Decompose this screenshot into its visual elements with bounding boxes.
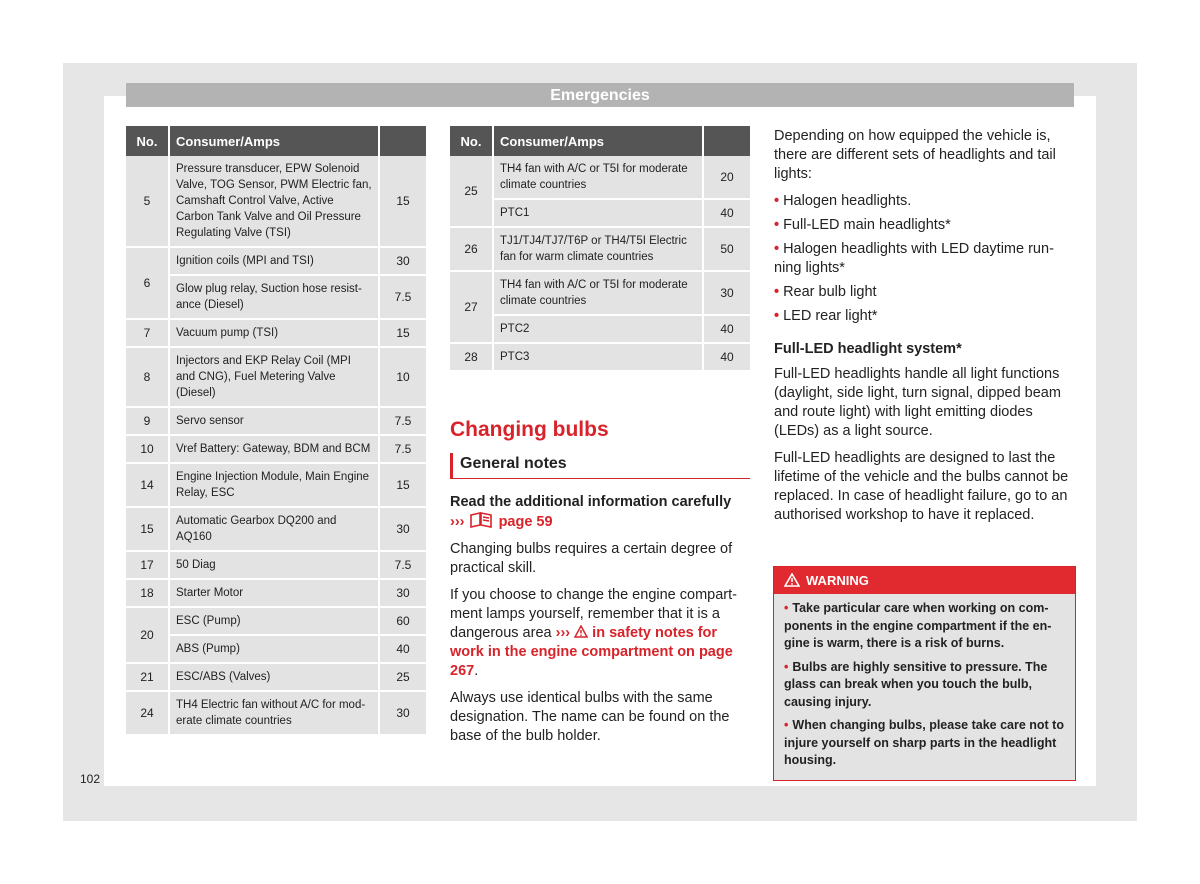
- fuse-number: 14: [126, 464, 170, 508]
- arrow-ref-icon: ›››: [555, 625, 571, 641]
- warning-title: WARNING: [806, 573, 869, 588]
- fuse-consumer: PTC2: [494, 316, 704, 344]
- fuse-table-right: [450, 126, 750, 372]
- headlight-list: [774, 192, 1074, 326]
- table-row: [126, 156, 426, 248]
- fuse-consumer: Vacuum pump (TSI): [170, 320, 380, 348]
- list-item: • Full-LED main headlights*: [774, 217, 951, 233]
- fuse-number: 26: [450, 228, 494, 272]
- fuse-amps: 7.5: [380, 276, 426, 320]
- col-header-no: No.: [450, 126, 494, 156]
- fuse-number: 10: [126, 436, 170, 464]
- fuse-consumer: TH4 fan with A/C or T5I for moderate climate countries: [494, 156, 704, 200]
- fuse-number: 8: [126, 348, 170, 408]
- fuse-number: 18: [126, 580, 170, 608]
- fuse-amps: 40: [380, 636, 426, 664]
- table-row: [126, 464, 426, 508]
- warning-item: • Bulbs are highly sensitive to pressure. The glass can break when you touch the bulb, causing injury.: [784, 659, 1048, 709]
- col-header-amps: [380, 126, 426, 156]
- table-row: [126, 552, 426, 580]
- fuse-number: 28: [450, 344, 494, 372]
- fuse-amps: 7.5: [380, 436, 426, 464]
- fuse-number: 24: [126, 692, 170, 736]
- page-number: 102: [80, 772, 101, 786]
- headlights-intro: Depending on how equipped the vehicle is, there are different sets of headlights and tail lights:: [774, 128, 1056, 182]
- warning-item: • Take particular care when working on components in the engine compartment if the engine is warm, there is a risk of burns.: [784, 601, 1052, 650]
- fuse-amps: 20: [704, 156, 750, 200]
- warning-triangle-icon: [574, 625, 588, 641]
- table-row: [450, 316, 750, 344]
- list-item: • Rear bulb light: [774, 284, 877, 300]
- table-row: [126, 692, 426, 736]
- fuse-amps: 50: [704, 228, 750, 272]
- subsection-heading: Full-LED headlight system*: [774, 341, 962, 357]
- fuse-amps: 40: [704, 344, 750, 372]
- fuse-number: 9: [126, 408, 170, 436]
- list-item: • LED rear light*: [774, 308, 878, 324]
- fuse-amps: 15: [380, 156, 426, 248]
- warning-item: • When changing bulbs, please take care not to injure yourself on sharp parts in the headlight housing.: [784, 718, 1064, 767]
- chapter-header: Emergencies: [126, 83, 1074, 107]
- paragraph: Changing bulbs requires a certain degree of practical skill.: [450, 541, 733, 576]
- fuse-number: 21: [126, 664, 170, 692]
- fuse-table-left: [126, 126, 426, 736]
- col-header-no: No.: [126, 126, 170, 156]
- fuse-number: 5: [126, 156, 170, 248]
- paragraph: If you choose to change the engine compartment lamps yourself, remember that it is a dangerous area: [450, 587, 737, 641]
- col-header-consumer: Consumer/Amps: [494, 126, 704, 156]
- table-row: [126, 580, 426, 608]
- page-reference-link[interactable]: page 59: [498, 514, 553, 530]
- fuse-amps: 10: [380, 348, 426, 408]
- section-title: Changing bulbs: [450, 418, 609, 441]
- list-item: • Halogen headlights with LED daytime running lights*: [774, 241, 1054, 276]
- fuse-amps: 40: [704, 316, 750, 344]
- table-row: [450, 200, 750, 228]
- subsection-heading: General notes: [450, 453, 750, 479]
- table-row: [450, 344, 750, 372]
- fuse-consumer: PTC1: [494, 200, 704, 228]
- list-item: • Halogen headlights.: [774, 193, 912, 209]
- fuse-amps: 30: [380, 248, 426, 276]
- warning-box: [773, 566, 1076, 781]
- table-row: [126, 348, 426, 408]
- fuse-consumer: Starter Motor: [170, 580, 380, 608]
- table-row: [126, 664, 426, 692]
- fuse-consumer: ABS (Pump): [170, 636, 380, 664]
- fuse-consumer: PTC3: [494, 344, 704, 372]
- fuse-consumer: Pressure transducer, EPW Solenoid Valve, TOG Sensor, PWM Electric fan, Camshaft Control Valve, Active Carbon Tank Valve and Oil Pressure Regulating Valve (TSI): [170, 156, 380, 248]
- fuse-consumer: ESC/ABS (Valves): [170, 664, 380, 692]
- fuse-amps: 30: [704, 272, 750, 316]
- table-row: [450, 228, 750, 272]
- arrow-ref-icon: ›››: [450, 514, 465, 530]
- fuse-consumer: Injectors and EKP Relay Coil (MPI and CNG), Fuel Metering Valve (Diesel): [170, 348, 380, 408]
- table-row: [126, 608, 426, 636]
- fuse-amps: 15: [380, 320, 426, 348]
- read-info-heading: Read the additional information carefully: [450, 494, 732, 510]
- table-row: [126, 436, 426, 464]
- safety-notes-link[interactable]: in safety notes for work in the engine compartment on page 267: [450, 625, 733, 679]
- fuse-amps: 30: [380, 580, 426, 608]
- table-row: [126, 508, 426, 552]
- fuse-consumer: TJ1/TJ4/TJ7/T6P or TH4/T5I Electric fan for warm climate countries: [494, 228, 704, 272]
- warning-triangle-icon: [784, 573, 806, 588]
- fuse-consumer: 50 Diag: [170, 552, 380, 580]
- fuse-amps: 15: [380, 464, 426, 508]
- fuse-number: 7: [126, 320, 170, 348]
- headlights-section: [774, 127, 1074, 533]
- fuse-number: 6: [126, 248, 170, 320]
- fuse-consumer: Glow plug relay, Suction hose resistance (Diesel): [170, 276, 380, 320]
- col-header-amps: [704, 126, 750, 156]
- fuse-number: 17: [126, 552, 170, 580]
- fuse-amps: 7.5: [380, 552, 426, 580]
- fuse-consumer: Vref Battery: Gateway, BDM and BCM: [170, 436, 380, 464]
- table-row: [126, 636, 426, 664]
- fuse-consumer: Engine Injection Module, Main Engine Relay, ESC: [170, 464, 380, 508]
- warning-body: [774, 594, 1075, 780]
- table-row: [126, 408, 426, 436]
- table-row: [126, 248, 426, 276]
- paragraph: Full-LED headlights handle all light functions (daylight, side light, turn signal, dipped beam and route light) with light emitting diodes (LEDs) as a light source.: [774, 366, 1061, 439]
- changing-bulbs-section: Changing bulbs General notes Read the additional information carefully ››› page 59 Changing bulbs requires a certain degree of practical skill. If you choose to change the engine compartment lamps yourself, remember that it is a dangerous area ››› in safety notes for work in the engine compartment on page 267. Always use identical bulbs with the same designation. The name can be found on the base of the bulb holder.: [450, 420, 750, 754]
- fuse-number: 25: [450, 156, 494, 228]
- fuse-number: 15: [126, 508, 170, 552]
- book-icon: [469, 514, 495, 530]
- table-row: [450, 272, 750, 316]
- fuse-amps: 7.5: [380, 408, 426, 436]
- warning-header: [774, 567, 1075, 594]
- fuse-number: 27: [450, 272, 494, 344]
- paragraph: Always use identical bulbs with the same designation. The name can be found on the base of the bulb holder.: [450, 690, 730, 744]
- fuse-amps: 40: [704, 200, 750, 228]
- col-header-consumer: Consumer/Amps: [170, 126, 380, 156]
- fuse-number: 20: [126, 608, 170, 664]
- paragraph: Full-LED headlights are designed to last the lifetime of the vehicle and the bulbs cannot be replaced. In case of headlight failure, go to an authorised workshop to have it replaced.: [774, 450, 1069, 523]
- fuse-amps: 25: [380, 664, 426, 692]
- fuse-amps: 30: [380, 508, 426, 552]
- fuse-consumer: TH4 Electric fan without A/C for moderate climate countries: [170, 692, 380, 736]
- fuse-amps: 60: [380, 608, 426, 636]
- fuse-consumer: Automatic Gearbox DQ200 and AQ160: [170, 508, 380, 552]
- table-row: [126, 276, 426, 320]
- fuse-consumer: Servo sensor: [170, 408, 380, 436]
- fuse-consumer: TH4 fan with A/C or T5I for moderate climate countries: [494, 272, 704, 316]
- table-row: [126, 320, 426, 348]
- fuse-consumer: Ignition coils (MPI and TSI): [170, 248, 380, 276]
- fuse-consumer: ESC (Pump): [170, 608, 380, 636]
- fuse-amps: 30: [380, 692, 426, 736]
- table-row: [450, 156, 750, 200]
